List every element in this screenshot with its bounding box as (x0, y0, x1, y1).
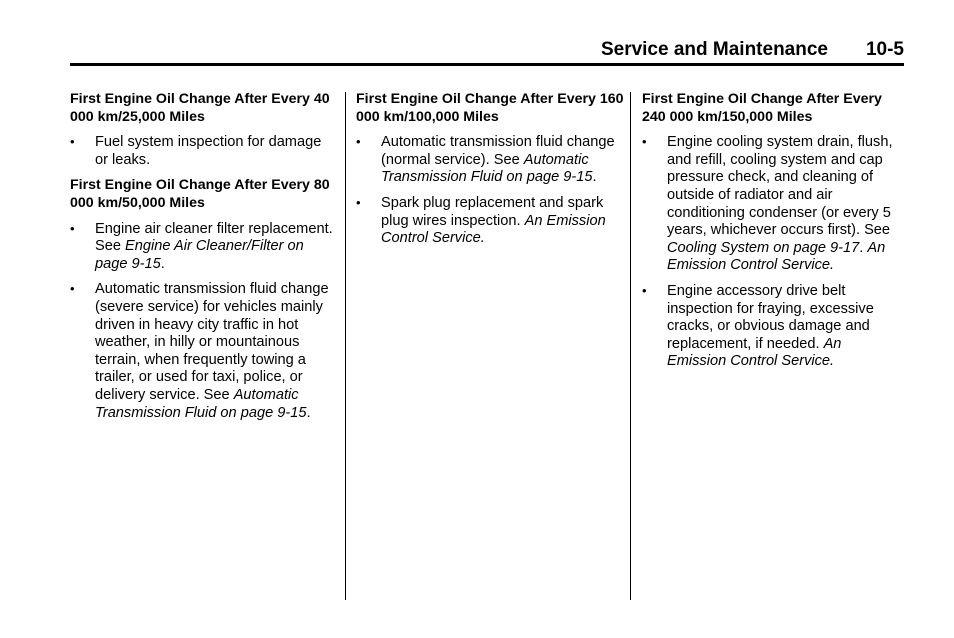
body-text: Engine cooling system drain, flush, and refill, cooling system and cap pressure check, and cleaning of outside of radiator and air conditioning condenser (or every 5 years, whichever occurs first). See (667, 134, 893, 239)
list-item (70, 134, 338, 169)
list-item (70, 221, 338, 274)
list-item-text (381, 134, 615, 185)
column-2 (356, 91, 624, 256)
list-item-text (667, 134, 893, 273)
bullet-list (356, 134, 624, 248)
body-text: Fuel system inspection for damage or leaks. (95, 134, 322, 168)
cross-reference: Automatic Transmission Fluid on page 9-15 (381, 151, 593, 186)
bullet-icon: • (70, 220, 75, 236)
section-heading: First Engine Oil Change After Every 80 000 km/50,000 Miles (70, 177, 330, 211)
list-item-text (95, 281, 329, 420)
list-item-text (95, 221, 333, 272)
cross-reference: An Emission Control Service. (381, 212, 606, 247)
list-item (70, 281, 338, 422)
section-heading: First Engine Oil Change After Every 240 000 km/150,000 Miles (642, 91, 882, 125)
list-item-text (667, 283, 874, 369)
cross-reference: Automatic Transmission Fluid on page 9-15 (95, 386, 307, 421)
section-heading: First Engine Oil Change After Every 160 000 km/100,000 Miles (356, 91, 624, 125)
body-text: . (859, 239, 868, 256)
bullet-icon: • (356, 134, 361, 150)
body-text: Engine air cleaner filter replacement. See (95, 220, 333, 255)
body-text: Spark plug replacement and spark plug wires inspection. (381, 194, 604, 229)
list-item (642, 134, 904, 275)
cross-reference: An Emission Control Service. (667, 335, 842, 370)
list-item (356, 195, 624, 248)
cross-reference: Cooling System on page 9-17 (667, 239, 860, 256)
bullet-icon: • (642, 134, 647, 150)
list-item-text (381, 195, 606, 246)
body-text: . (160, 255, 165, 272)
bullet-icon: • (70, 281, 75, 297)
bullet-icon: • (642, 282, 647, 298)
bullet-list (70, 134, 338, 169)
column-3 (642, 91, 904, 379)
cross-reference: An Emission Control Service. (667, 239, 886, 274)
page-number: 10-5 (865, 39, 904, 60)
bullet-icon: • (70, 134, 75, 150)
body-text: Automatic transmission fluid change (normal service). See (381, 134, 615, 168)
body-text: Automatic transmission fluid change (severe service) for vehicles mainly driven in heavy city traffic in hot weather, in hilly or mountainous terrain, when frequently towing a trailer, or used for taxi, police, or delivery service. See (95, 281, 329, 403)
header-rule (70, 63, 904, 66)
column-1 (70, 91, 338, 430)
column-divider (345, 92, 346, 600)
list-item (642, 283, 904, 371)
bullet-list (642, 134, 904, 371)
bullet-list (70, 221, 338, 423)
section-heading: First Engine Oil Change After Every 40 000 km/25,000 Miles (70, 91, 330, 125)
body-text: . (592, 169, 597, 186)
cross-reference: Engine Air Cleaner/Filter on page 9-15 (95, 238, 304, 272)
page-title: Service and Maintenance (600, 39, 828, 60)
list-item (356, 134, 624, 187)
body-text: . (306, 404, 311, 421)
page-header (70, 38, 904, 62)
bullet-icon: • (356, 194, 361, 210)
column-divider (630, 92, 631, 600)
list-item-text (95, 134, 321, 168)
body-text: Engine accessory drive belt inspection for fraying, excessive cracks, or obvious damage and replacement, if needed. (667, 282, 874, 352)
